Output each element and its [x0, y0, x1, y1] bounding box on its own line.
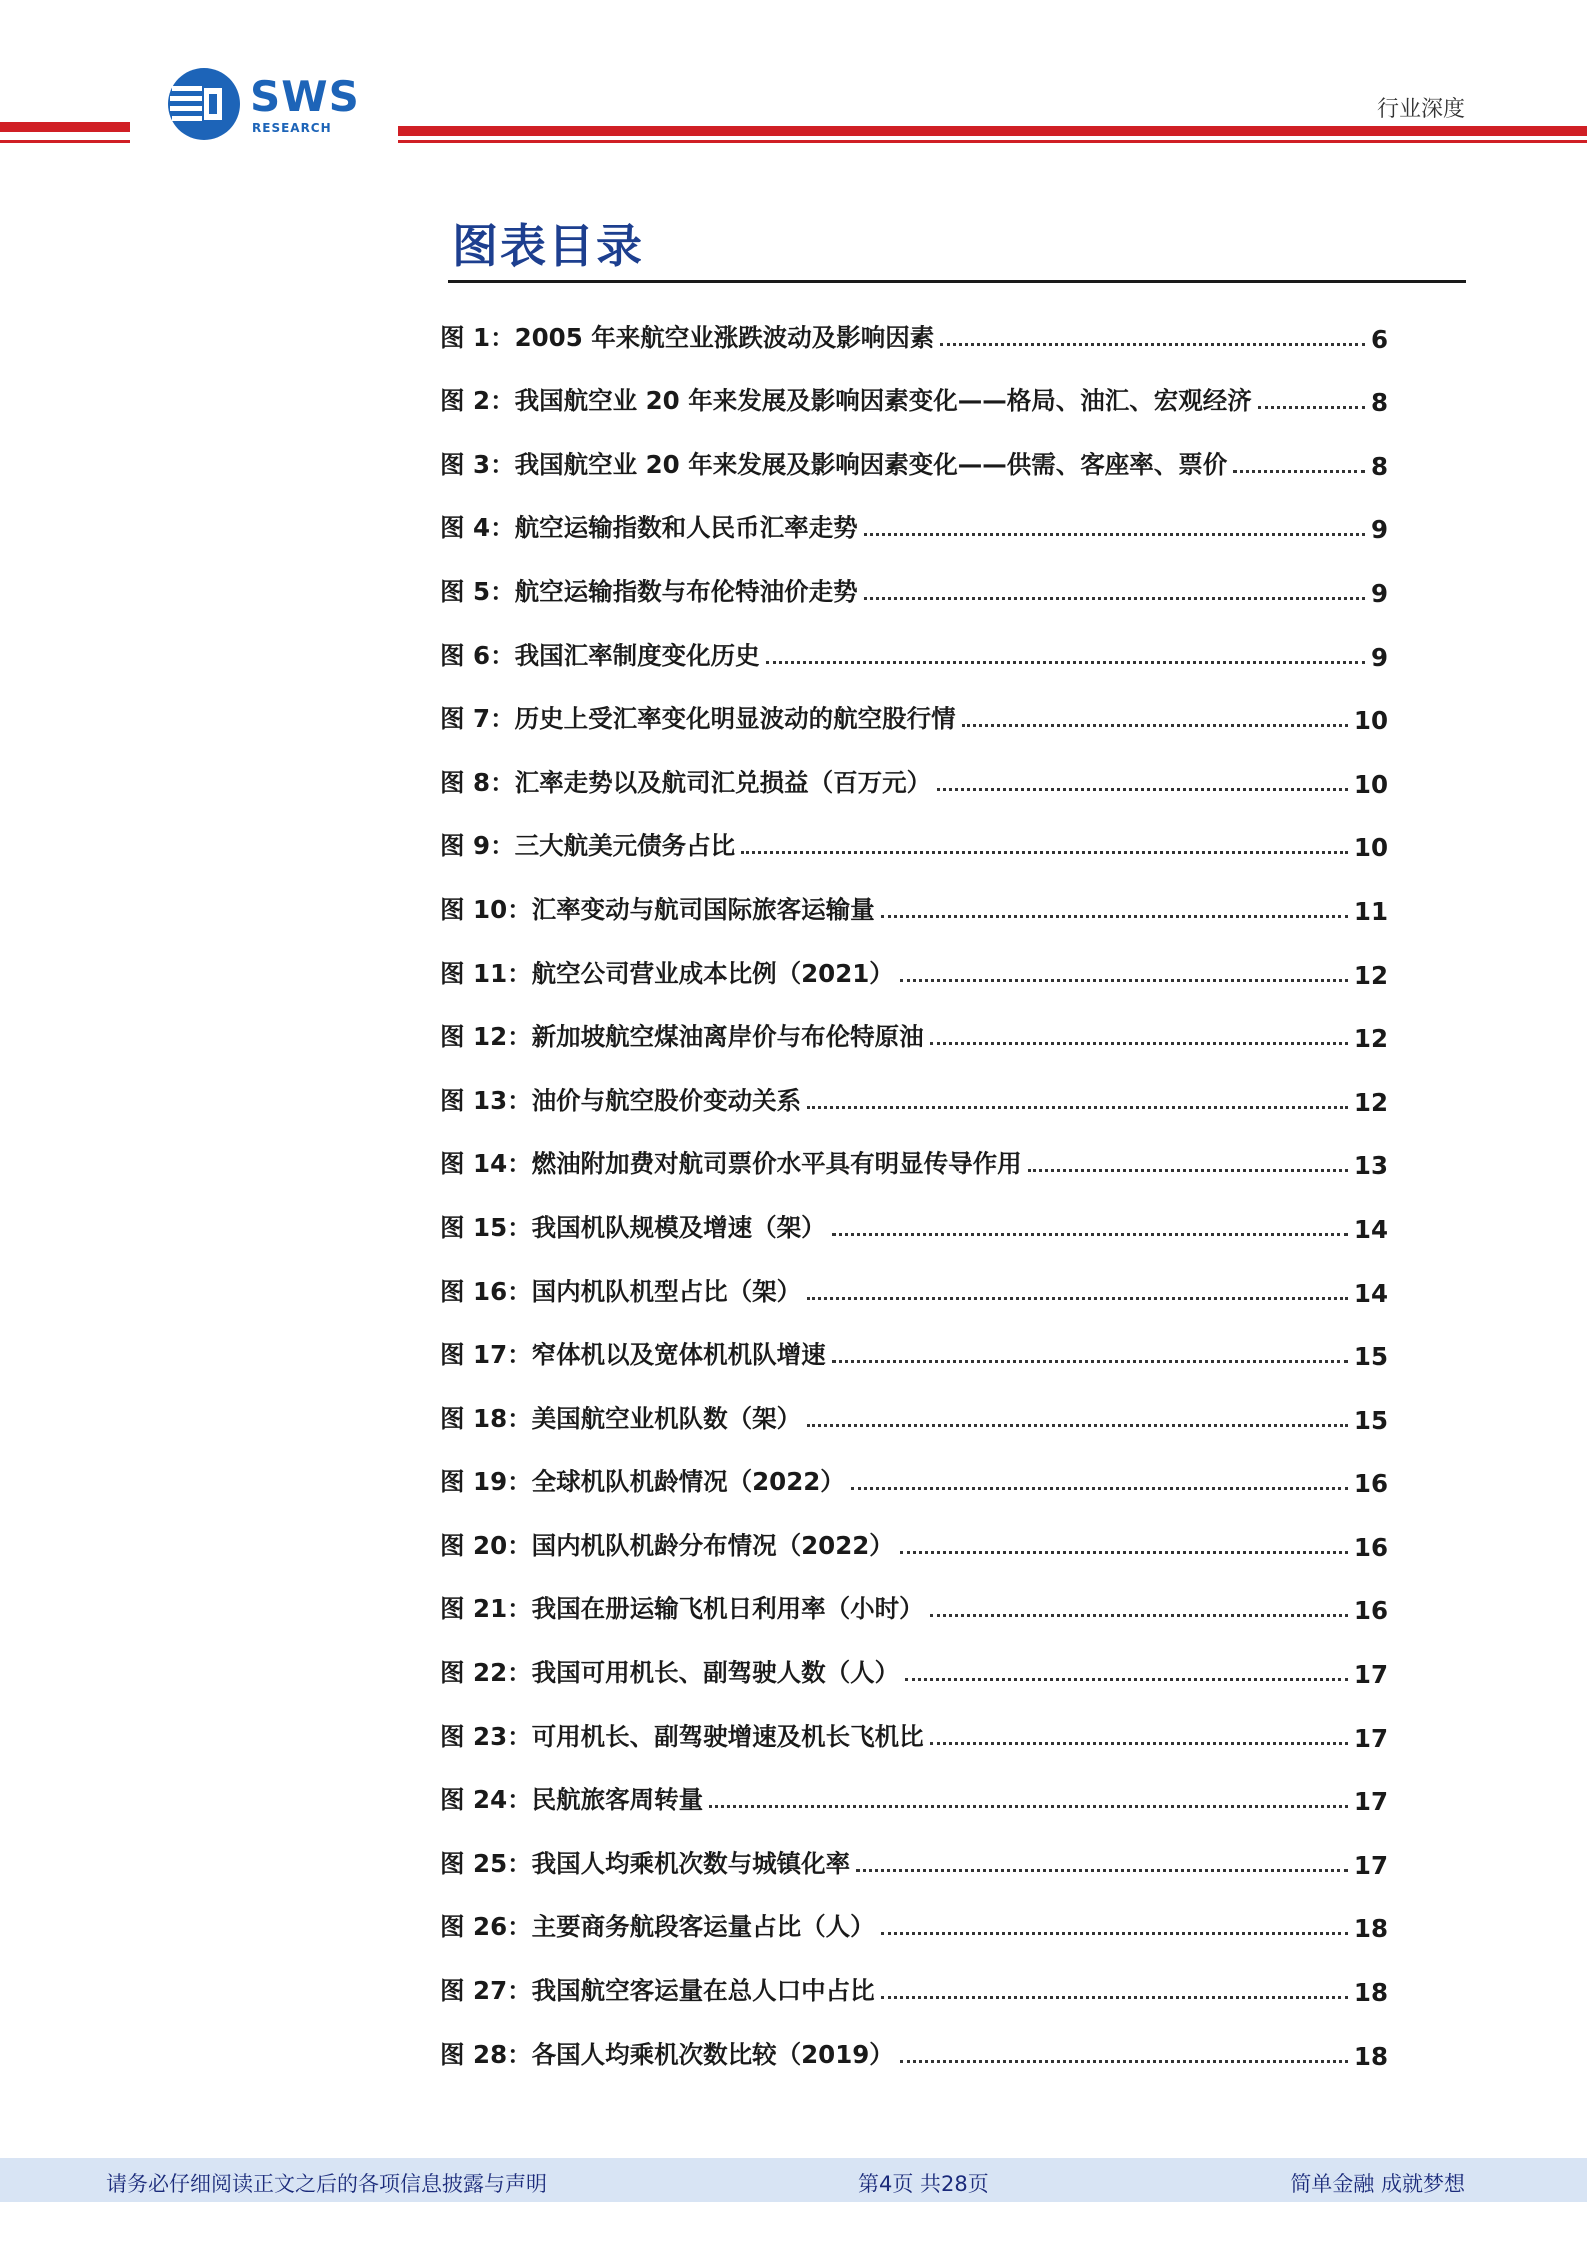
toc-entry[interactable]: [440, 495, 1388, 559]
toc-leader-dots: [937, 788, 1348, 791]
toc-entry[interactable]: [440, 749, 1388, 813]
toc-entry[interactable]: [440, 876, 1388, 940]
toc-leader-dots: [1028, 1169, 1348, 1172]
toc-entry-label: 图 24：民航旅客周转量: [440, 1785, 704, 1815]
toc-leader-dots: [709, 1805, 1348, 1808]
toc-entry-label: 图 28：各国人均乘机次数比较（2019）: [440, 2039, 894, 2069]
toc-entry-label: 图 8：汇率走势以及航司汇兑损益（百万元）: [440, 767, 932, 797]
toc-entry-page: 8: [1370, 451, 1388, 481]
toc-entry[interactable]: [440, 1194, 1388, 1258]
toc-entry-page: 10: [1353, 769, 1388, 799]
toc-entry[interactable]: [440, 2021, 1388, 2085]
toc-leader-dots: [930, 1742, 1348, 1745]
toc-entry-page: 15: [1353, 1405, 1388, 1435]
toc-entry-page: 9: [1370, 515, 1388, 545]
toc-entry-page: 12: [1353, 1024, 1388, 1054]
toc-entry[interactable]: [440, 1894, 1388, 1958]
toc-entry-label: 图 16：国内机队机型占比（架）: [440, 1276, 802, 1306]
toc-entry-page: 16: [1353, 1532, 1388, 1562]
header-rule-right-thin: [398, 140, 1587, 143]
toc-entry[interactable]: [440, 1767, 1388, 1831]
toc-entry[interactable]: [440, 1576, 1388, 1640]
toc-entry-label: 图 11：航空公司营业成本比例（2021）: [440, 958, 894, 988]
toc-entry[interactable]: [440, 304, 1388, 368]
toc-entry-page: 15: [1353, 1342, 1388, 1372]
toc-entry-label: 图 18：美国航空业机队数（架）: [440, 1403, 802, 1433]
toc-entry[interactable]: [440, 1830, 1388, 1894]
toc-entry-page: 6: [1370, 324, 1388, 354]
toc-entry-label: 图 10：汇率变动与航司国际旅客运输量: [440, 894, 875, 924]
toc-leader-dots: [864, 533, 1365, 536]
toc-entry-label: 图 2：我国航空业 20 年来发展及影响因素变化——格局、油汇、宏观经济: [440, 386, 1252, 416]
toc-entry-page: 17: [1353, 1723, 1388, 1753]
toc-leader-dots: [807, 1424, 1348, 1427]
toc-entry-label: 图 23：可用机长、副驾驶增速及机长飞机比: [440, 1721, 924, 1751]
report-category: 行业深度: [1376, 97, 1465, 122]
toc-entry[interactable]: [440, 1004, 1388, 1068]
toc-leader-dots: [962, 724, 1348, 727]
toc-entry-page: 18: [1353, 1978, 1388, 2008]
toc-entry-label: 图 19：全球机队机龄情况（2022）: [440, 1467, 845, 1497]
toc-leader-dots: [930, 1042, 1348, 1045]
toc-entry-label: 图 5：航空运输指数与布伦特油价走势: [440, 576, 858, 606]
toc-entry[interactable]: [440, 686, 1388, 750]
toc-entry[interactable]: [440, 1131, 1388, 1195]
toc-entry-label: 图 15：我国机队规模及增速（架）: [440, 1212, 826, 1242]
toc-entry-label: 图 1：2005 年来航空业涨跌波动及影响因素: [440, 322, 935, 352]
toc-leader-dots: [900, 979, 1348, 982]
toc-entry[interactable]: [440, 1957, 1388, 2021]
toc-entry[interactable]: [440, 1385, 1388, 1449]
toc-entry-label: 图 20：国内机队机龄分布情况（2022）: [440, 1530, 894, 1560]
toc-list: [440, 304, 1388, 2085]
toc-entry-label: 图 7：历史上受汇率变化明显波动的航空股行情: [440, 704, 956, 734]
toc-entry[interactable]: [440, 813, 1388, 877]
toc-leader-dots: [905, 1678, 1348, 1681]
toc-entry-page: 13: [1353, 1151, 1388, 1181]
toc-entry[interactable]: [440, 1639, 1388, 1703]
toc-leader-dots: [1233, 470, 1365, 473]
toc-entry[interactable]: [440, 1449, 1388, 1513]
toc-entry-page: 16: [1353, 1596, 1388, 1626]
toc-entry-page: 14: [1353, 1278, 1388, 1308]
toc-entry[interactable]: [440, 1512, 1388, 1576]
toc-entry-page: 9: [1370, 578, 1388, 608]
toc-leader-dots: [881, 1996, 1348, 1999]
toc-entry-page: 12: [1353, 960, 1388, 990]
toc-leader-dots: [766, 661, 1365, 664]
toc-entry-page: 17: [1353, 1787, 1388, 1817]
toc-entry-page: 18: [1353, 1914, 1388, 1944]
toc-entry-page: 14: [1353, 1214, 1388, 1244]
toc-entry-label: 图 22：我国可用机长、副驾驶人数（人）: [440, 1658, 900, 1688]
toc-entry-page: 16: [1353, 1469, 1388, 1499]
toc-entry-label: 图 14：燃油附加费对航司票价水平具有明显传导作用: [440, 1149, 1022, 1179]
toc-entry-page: 12: [1353, 1087, 1388, 1117]
sws-logo: [166, 66, 376, 146]
toc-leader-dots: [856, 1869, 1348, 1872]
toc-entry[interactable]: [440, 940, 1388, 1004]
footer-disclaimer: 请务必仔细阅读正文之后的各项信息披露与声明: [106, 2172, 547, 2196]
footer-page-number: 第4页 共28页: [858, 2172, 989, 2196]
toc-entry-page: 17: [1353, 1850, 1388, 1880]
header-rule-left: [0, 122, 130, 132]
toc-entry[interactable]: [440, 558, 1388, 622]
toc-entry[interactable]: [440, 1067, 1388, 1131]
toc-title: 图表目录: [452, 219, 644, 273]
toc-leader-dots: [832, 1233, 1348, 1236]
header-rule-right: [398, 126, 1587, 136]
toc-entry-label: 图 21：我国在册运输飞机日利用率（小时）: [440, 1594, 924, 1624]
toc-leader-dots: [851, 1487, 1348, 1490]
toc-entry-label: 图 17：窄体机以及宽体机机队增速: [440, 1340, 826, 1370]
toc-leader-dots: [1258, 406, 1365, 409]
toc-entry-page: 10: [1353, 833, 1388, 863]
logo-subtext: RESEARCH: [252, 121, 332, 135]
footer-slogan: 简单金融 成就梦想: [1290, 2172, 1465, 2196]
toc-entry-label: 图 27：我国航空客运量在总人口中占比: [440, 1976, 875, 2006]
toc-entry-page: 10: [1353, 706, 1388, 736]
logo-text: SWS: [250, 72, 360, 121]
toc-leader-dots: [900, 2060, 1348, 2063]
toc-entry[interactable]: [440, 368, 1388, 432]
toc-entry-page: 8: [1370, 388, 1388, 418]
toc-leader-dots: [832, 1360, 1348, 1363]
header-rule-left-thin: [0, 140, 130, 143]
toc-entry-label: 图 13：油价与航空股价变动关系: [440, 1085, 802, 1115]
toc-leader-dots: [864, 597, 1365, 600]
toc-leader-dots: [900, 1551, 1348, 1554]
toc-entry-page: 17: [1353, 1660, 1388, 1690]
toc-entry[interactable]: [440, 431, 1388, 495]
toc-leader-dots: [807, 1106, 1348, 1109]
toc-entry-page: 11: [1353, 896, 1388, 926]
toc-entry-label: 图 6：我国汇率制度变化历史: [440, 640, 760, 670]
title-divider: [448, 280, 1466, 283]
toc-entry-label: 图 25：我国人均乘机次数与城镇化率: [440, 1848, 851, 1878]
toc-entry-label: 图 3：我国航空业 20 年来发展及影响因素变化——供需、客座率、票价: [440, 449, 1228, 479]
toc-entry-page: 18: [1353, 2041, 1388, 2071]
toc-entry-label: 图 9：三大航美元债务占比: [440, 831, 736, 861]
toc-entry[interactable]: [440, 1322, 1388, 1386]
toc-entry[interactable]: [440, 1258, 1388, 1322]
toc-leader-dots: [940, 343, 1365, 346]
toc-leader-dots: [807, 1297, 1348, 1300]
toc-entry[interactable]: [440, 1703, 1388, 1767]
toc-leader-dots: [930, 1614, 1348, 1617]
toc-entry-label: 图 26：主要商务航段客运量占比（人）: [440, 1912, 875, 1942]
toc-leader-dots: [881, 1932, 1348, 1935]
toc-entry-label: 图 12：新加坡航空煤油离岸价与布伦特原油: [440, 1022, 924, 1052]
sws-logo-icon: [166, 66, 242, 142]
page-header: [0, 0, 1587, 160]
toc-entry[interactable]: [440, 622, 1388, 686]
toc-entry-page: 9: [1370, 642, 1388, 672]
toc-entry-label: 图 4：航空运输指数和人民币汇率走势: [440, 513, 858, 543]
toc-leader-dots: [881, 915, 1348, 918]
toc-leader-dots: [741, 851, 1348, 854]
